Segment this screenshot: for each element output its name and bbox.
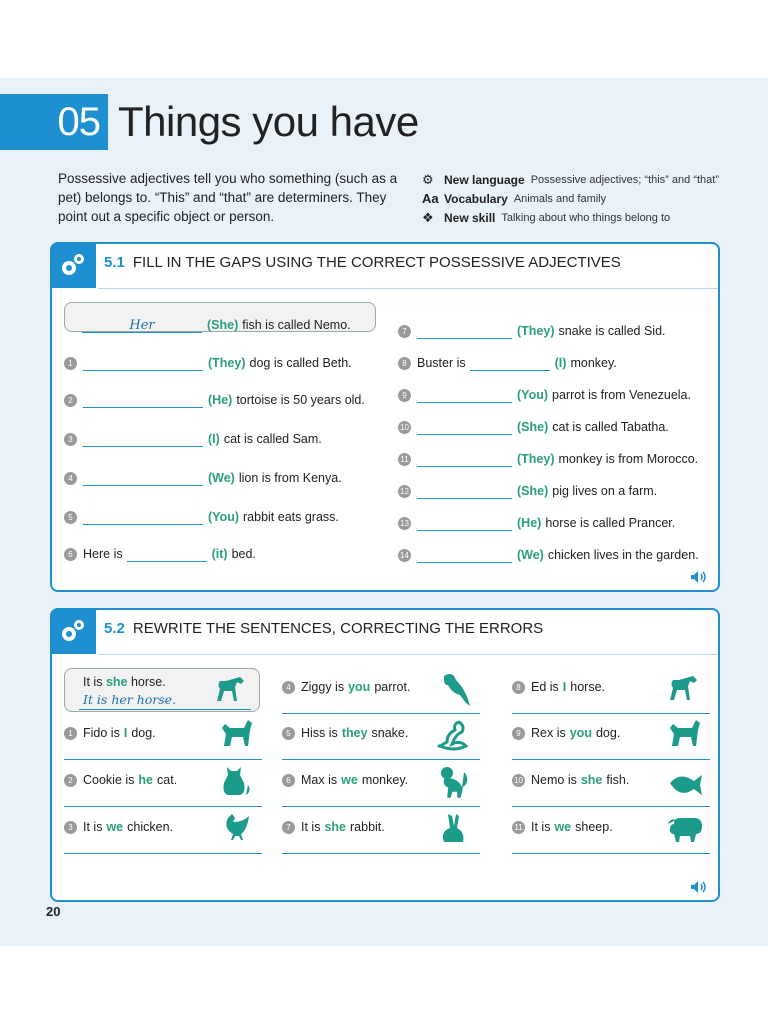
dog-icon bbox=[218, 716, 258, 754]
gap-fill-item bbox=[398, 450, 698, 468]
pronoun-cue: (We) bbox=[208, 471, 235, 485]
item-number: 2 bbox=[64, 394, 77, 407]
sentence bbox=[512, 680, 605, 694]
sentence-start: It is bbox=[83, 820, 103, 834]
answer-blank[interactable] bbox=[417, 484, 512, 499]
item-number: 1 bbox=[64, 357, 77, 370]
header-divider bbox=[98, 288, 718, 289]
item-number: 3 bbox=[64, 433, 77, 446]
sentence-rest: chicken lives in the garden. bbox=[547, 548, 699, 562]
item-number: 11 bbox=[398, 453, 411, 466]
exercise-number: 5.1 bbox=[104, 254, 125, 271]
sentence-rest: monkey. bbox=[570, 356, 617, 370]
item-number: 14 bbox=[398, 549, 411, 562]
chapter-number: 05 bbox=[0, 94, 108, 150]
pronoun-cue: (They) bbox=[517, 324, 555, 338]
pronoun-cue: (I) bbox=[554, 356, 567, 370]
pronoun-cue: (He) bbox=[517, 516, 542, 530]
rewrite-item bbox=[64, 767, 262, 807]
item-number: 7 bbox=[282, 821, 295, 834]
error-word: she bbox=[580, 773, 603, 787]
item-number: 4 bbox=[282, 681, 295, 694]
exercise-instruction: FILL IN THE GAPS USING THE CORRECT POSSESSIVE ADJECTIVES bbox=[132, 254, 621, 271]
answer-line[interactable] bbox=[512, 853, 710, 854]
item-number: 6 bbox=[282, 774, 295, 787]
aa-icon: Aa bbox=[422, 191, 439, 206]
meta-new-language bbox=[422, 170, 719, 189]
gap-fill-item bbox=[398, 514, 675, 532]
sentence-rest: monkey is from Morocco. bbox=[558, 452, 699, 466]
sentence-start: It is bbox=[83, 675, 103, 689]
error-word: he bbox=[138, 773, 154, 787]
gear-icon bbox=[58, 616, 88, 646]
gear-icon bbox=[58, 250, 88, 280]
meta-value: Talking about who things belong to bbox=[501, 211, 671, 224]
pronoun-cue: (You) bbox=[208, 510, 240, 524]
error-word: you bbox=[348, 680, 371, 694]
page-number: 20 bbox=[46, 904, 61, 919]
gap-fill-item bbox=[64, 508, 339, 526]
rewrite-item bbox=[512, 814, 710, 854]
dog-icon bbox=[666, 716, 706, 754]
rewrite-item bbox=[282, 720, 480, 760]
gears-icon: ⚙ bbox=[422, 171, 434, 187]
error-word: we bbox=[341, 773, 358, 787]
sentence bbox=[282, 680, 410, 694]
example-answer: Her bbox=[129, 317, 155, 333]
sentence-end: horse. bbox=[570, 680, 606, 694]
sentence-start: Buster is bbox=[417, 356, 466, 370]
answer-line[interactable] bbox=[64, 759, 262, 760]
answer-line[interactable] bbox=[512, 759, 710, 760]
sentence-end: horse. bbox=[130, 675, 166, 689]
header-divider bbox=[98, 654, 718, 655]
parrot-icon bbox=[436, 670, 476, 708]
sentence-rest: bed. bbox=[231, 547, 256, 561]
sentence-rest: lion is from Kenya. bbox=[238, 471, 342, 485]
sentence-end: parrot. bbox=[374, 680, 411, 694]
pronoun-cue: (She) bbox=[207, 318, 239, 332]
answer-blank[interactable] bbox=[417, 388, 512, 403]
item-number: 11 bbox=[512, 821, 525, 834]
answer-line[interactable] bbox=[282, 713, 480, 714]
meta-value: Animals and family bbox=[513, 192, 607, 205]
sentence-end: fish. bbox=[606, 773, 630, 787]
gap-fill-item bbox=[398, 482, 657, 500]
sentence-end: chicken. bbox=[127, 820, 173, 834]
item-number: 7 bbox=[398, 325, 411, 338]
cat-icon bbox=[218, 763, 258, 801]
answer-blank[interactable] bbox=[417, 548, 512, 563]
rewrite-item bbox=[282, 767, 480, 807]
answer-blank[interactable] bbox=[83, 471, 203, 486]
rewrite-item bbox=[282, 814, 480, 854]
sentence-rest: parrot is from Venezuela. bbox=[552, 388, 691, 402]
answer-line[interactable] bbox=[64, 806, 262, 807]
example-box bbox=[64, 668, 260, 712]
meta-key: New language bbox=[444, 172, 525, 187]
answer-line[interactable] bbox=[282, 759, 480, 760]
meta-key: Vocabulary bbox=[444, 191, 508, 206]
exercise-title bbox=[104, 620, 543, 637]
monkey-icon bbox=[436, 763, 476, 801]
exercise-header-badge bbox=[50, 242, 96, 288]
answer-blank[interactable] bbox=[417, 420, 512, 435]
sentence-end: sheep. bbox=[575, 820, 613, 834]
error-word: we bbox=[106, 820, 124, 834]
chapter-meta bbox=[422, 170, 719, 227]
error-word: we bbox=[554, 820, 572, 834]
answer-blank[interactable] bbox=[470, 356, 550, 371]
sentence bbox=[64, 773, 177, 787]
sentence-end: dog. bbox=[131, 726, 156, 740]
item-number: 5 bbox=[282, 727, 295, 740]
puzzle-icon: ❖ bbox=[422, 209, 434, 225]
gap-fill-item bbox=[64, 354, 352, 372]
gap-fill-item bbox=[398, 546, 699, 564]
pronoun-cue: (I) bbox=[208, 432, 220, 446]
exercise-instruction: REWRITE THE SENTENCES, CORRECTING THE ERRORS bbox=[132, 620, 544, 637]
sentence bbox=[64, 726, 156, 740]
rewrite-item bbox=[512, 674, 710, 714]
gap-fill-item bbox=[64, 469, 342, 487]
item-number: 12 bbox=[398, 485, 411, 498]
answer-blank[interactable] bbox=[83, 393, 203, 408]
example-sentence bbox=[83, 675, 166, 689]
error-word: she bbox=[324, 820, 346, 834]
sentence-rest: dog is called Beth. bbox=[249, 356, 352, 370]
item-number: 8 bbox=[398, 357, 411, 370]
sentence-rest: tortoise is 50 years old. bbox=[236, 393, 365, 407]
sentence-rest: rabbit eats grass. bbox=[243, 510, 339, 524]
sentence-start: Ziggy is bbox=[301, 680, 345, 694]
gap-fill-item bbox=[398, 418, 669, 436]
gap-fill-item bbox=[64, 430, 322, 448]
answer-blank[interactable] bbox=[417, 516, 512, 531]
sentence-end: monkey. bbox=[361, 773, 409, 787]
pronoun-cue: (He) bbox=[208, 393, 233, 407]
sentence bbox=[512, 726, 620, 740]
gap-fill-item bbox=[64, 391, 365, 409]
sentence-start: Fido is bbox=[83, 726, 120, 740]
answer-line[interactable] bbox=[512, 713, 710, 714]
horse-icon bbox=[213, 671, 253, 709]
horse-icon bbox=[666, 670, 706, 708]
exercise-number: 5.2 bbox=[104, 620, 125, 637]
meta-value: Possessive adjectives; “this” and “that” bbox=[530, 173, 719, 186]
exercise-header-badge bbox=[50, 608, 96, 654]
sentence bbox=[282, 726, 408, 740]
item-number: 9 bbox=[398, 389, 411, 402]
pronoun-cue: (it) bbox=[211, 547, 228, 561]
sentence bbox=[64, 820, 173, 834]
sentence-start: Max is bbox=[301, 773, 338, 787]
item-number: 8 bbox=[512, 681, 525, 694]
meta-new-skill bbox=[422, 208, 719, 227]
item-number: 1 bbox=[64, 727, 77, 740]
sentence-start: It is bbox=[531, 820, 551, 834]
gap-fill-item bbox=[64, 545, 256, 563]
gap-fill-item bbox=[398, 354, 617, 372]
sentence-start: Cookie is bbox=[83, 773, 135, 787]
sentence-end: rabbit. bbox=[350, 820, 385, 834]
gap-fill-item bbox=[398, 322, 666, 340]
speaker-icon[interactable] bbox=[690, 880, 708, 894]
exercise-5-1-panel bbox=[50, 242, 720, 592]
answer-blank[interactable] bbox=[417, 452, 512, 467]
sentence bbox=[282, 773, 408, 787]
gap-fill-item bbox=[398, 386, 691, 404]
pronoun-cue: (She) bbox=[517, 484, 549, 498]
error-word: you bbox=[569, 726, 592, 740]
exercise-5-2-panel bbox=[50, 608, 720, 902]
item-number: 13 bbox=[398, 517, 411, 530]
item-number: 10 bbox=[512, 774, 525, 787]
sentence-rest: snake is called Sid. bbox=[558, 324, 666, 338]
exercise-title bbox=[104, 254, 621, 271]
pronoun-cue: (They) bbox=[517, 452, 555, 466]
error-word: she bbox=[105, 675, 128, 689]
pronoun-cue: (We) bbox=[517, 548, 544, 562]
sentence-rest: horse is called Prancer. bbox=[545, 516, 676, 530]
answer-line[interactable] bbox=[282, 806, 480, 807]
answer-blank[interactable] bbox=[83, 510, 203, 525]
sentence-end: dog. bbox=[595, 726, 621, 740]
intro-text: Possessive adjectives tell you who something (such as a pet) belongs to. “This” and “that” are determiners. They point out a specific object or person. bbox=[58, 171, 398, 224]
item-number: 9 bbox=[512, 727, 525, 740]
meta-vocabulary bbox=[422, 189, 719, 208]
item-number: 5 bbox=[64, 511, 77, 524]
snake-icon bbox=[436, 716, 476, 754]
item-number: 2 bbox=[64, 774, 77, 787]
answer-blank[interactable] bbox=[83, 432, 203, 447]
sentence-start: Nemo is bbox=[531, 773, 577, 787]
sentence-start: Here is bbox=[83, 547, 123, 561]
error-word: they bbox=[341, 726, 368, 740]
sentence-end: snake. bbox=[371, 726, 409, 740]
sheep-icon bbox=[666, 810, 706, 848]
rewrite-item bbox=[64, 720, 262, 760]
chicken-icon bbox=[218, 810, 258, 848]
rewrite-item bbox=[512, 767, 710, 807]
answer-line[interactable] bbox=[64, 853, 262, 854]
sentence-start: Rex is bbox=[531, 726, 566, 740]
answer-line[interactable] bbox=[282, 853, 480, 854]
speaker-icon[interactable] bbox=[690, 570, 708, 584]
example-sentence bbox=[82, 316, 351, 334]
rewrite-item bbox=[282, 674, 480, 714]
sentence-rest: cat is called Sam. bbox=[223, 432, 322, 446]
pronoun-cue: (You) bbox=[517, 388, 549, 402]
sentence-rest: pig lives on a farm. bbox=[552, 484, 658, 498]
pronoun-cue: (She) bbox=[517, 420, 549, 434]
chapter-title: Things you have bbox=[118, 98, 419, 145]
sentence-start: It is bbox=[301, 820, 321, 834]
answer-line bbox=[79, 709, 251, 710]
meta-key: New skill bbox=[444, 210, 496, 225]
example-answer: It is her horse. bbox=[83, 692, 177, 707]
sentence bbox=[282, 820, 385, 834]
answer-blank[interactable] bbox=[127, 547, 207, 562]
answer-blank[interactable] bbox=[83, 356, 203, 371]
rewrite-item bbox=[512, 720, 710, 760]
rewrite-item bbox=[64, 814, 262, 854]
item-number: 4 bbox=[64, 472, 77, 485]
answer-line[interactable] bbox=[512, 806, 710, 807]
sentence-start: Hiss is bbox=[301, 726, 338, 740]
error-word: I bbox=[562, 680, 567, 694]
answer-blank bbox=[82, 318, 202, 333]
error-word: I bbox=[123, 726, 128, 740]
sentence-rest: fish is called Nemo. bbox=[242, 318, 351, 332]
sentence bbox=[512, 820, 613, 834]
sentence-rest: cat is called Tabatha. bbox=[552, 420, 669, 434]
sentence-end: cat. bbox=[157, 773, 178, 787]
item-number: 3 bbox=[64, 821, 77, 834]
rabbit-icon bbox=[436, 810, 476, 848]
sentence-start: Ed is bbox=[531, 680, 559, 694]
fish-icon bbox=[666, 763, 706, 801]
pronoun-cue: (They) bbox=[208, 356, 246, 370]
item-number: 10 bbox=[398, 421, 411, 434]
item-number: 6 bbox=[64, 548, 77, 561]
answer-blank[interactable] bbox=[417, 324, 512, 339]
sentence bbox=[512, 773, 629, 787]
